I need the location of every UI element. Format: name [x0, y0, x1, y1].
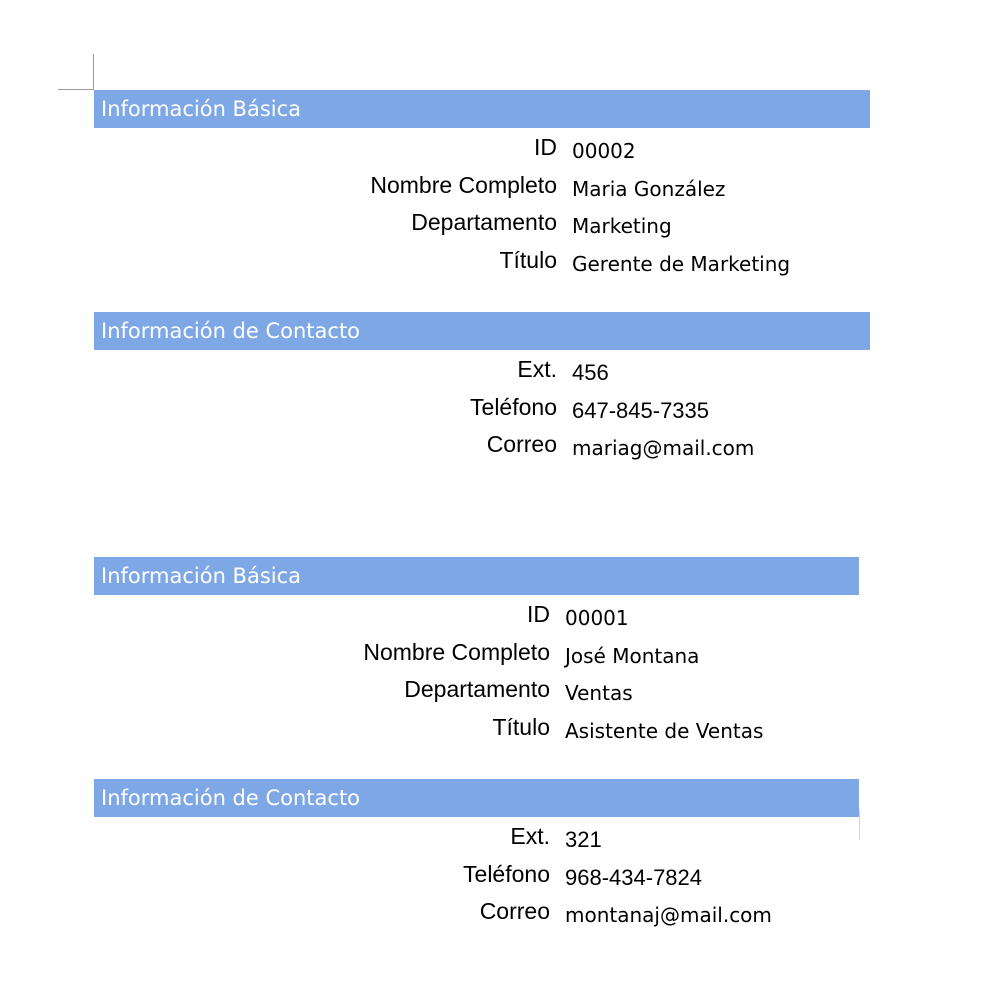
- field-row-title: [94, 246, 870, 284]
- field-row-email: [94, 430, 870, 468]
- field-row-full-name: [94, 638, 859, 676]
- field-row-full-name: [94, 171, 870, 209]
- field-label: Departamento: [411, 209, 557, 235]
- field-label: Ext.: [517, 356, 557, 382]
- field-label: Correo: [479, 898, 550, 924]
- field-label: Departamento: [404, 676, 550, 702]
- employee-record: [94, 90, 870, 468]
- field-value[interactable]: 321: [565, 827, 602, 852]
- field-row-phone: [94, 393, 870, 431]
- field-row-id: [94, 600, 859, 638]
- basic-info-fields: [94, 595, 859, 750]
- contact-info-fields: [94, 817, 859, 935]
- field-label: Título: [492, 713, 550, 740]
- section-header-contact-info: Información de Contacto: [94, 779, 859, 817]
- field-value[interactable]: Ventas: [565, 681, 633, 705]
- page-margin-mark-vertical: [93, 54, 94, 90]
- field-value[interactable]: Maria González: [572, 176, 726, 201]
- field-value[interactable]: José Montana: [565, 643, 700, 668]
- field-value[interactable]: 968-434-7824: [565, 864, 703, 890]
- field-label: Título: [499, 246, 557, 273]
- field-value[interactable]: montanaj@mail.com: [565, 903, 772, 927]
- field-value[interactable]: Marketing: [572, 214, 672, 238]
- field-label: Nombre Completo: [370, 171, 557, 198]
- section-header-basic-info: Información Básica: [94, 90, 870, 128]
- field-value[interactable]: Asistente de Ventas: [565, 718, 764, 743]
- employee-record: [94, 557, 859, 935]
- field-label: ID: [534, 134, 557, 160]
- field-label: Ext.: [510, 823, 550, 849]
- field-value[interactable]: 00001: [565, 606, 629, 630]
- field-row-title: [94, 713, 859, 751]
- field-row-ext: [94, 355, 870, 393]
- field-label: Teléfono: [463, 860, 550, 887]
- field-label: Teléfono: [470, 393, 557, 420]
- field-label: ID: [527, 601, 550, 627]
- field-label: Correo: [486, 431, 557, 457]
- field-value[interactable]: 00002: [572, 139, 636, 163]
- page-margin-mark-horizontal: [58, 89, 94, 90]
- field-value[interactable]: Gerente de Marketing: [572, 251, 791, 276]
- field-row-department: [94, 208, 870, 246]
- section-header-basic-info: Información Básica: [94, 557, 859, 595]
- field-label: Nombre Completo: [363, 638, 550, 665]
- section-header-contact-info: Información de Contacto: [94, 312, 870, 350]
- field-value[interactable]: 647-845-7335: [572, 397, 710, 423]
- field-row-id: [94, 133, 870, 171]
- field-row-phone: [94, 860, 859, 898]
- field-value[interactable]: 456: [572, 360, 609, 385]
- field-value[interactable]: mariag@mail.com: [572, 436, 755, 460]
- field-row-email: [94, 897, 859, 935]
- contact-info-fields: [94, 350, 870, 468]
- field-row-ext: [94, 822, 859, 860]
- basic-info-fields: [94, 128, 870, 283]
- table-border-edge: [859, 810, 860, 840]
- field-row-department: [94, 675, 859, 713]
